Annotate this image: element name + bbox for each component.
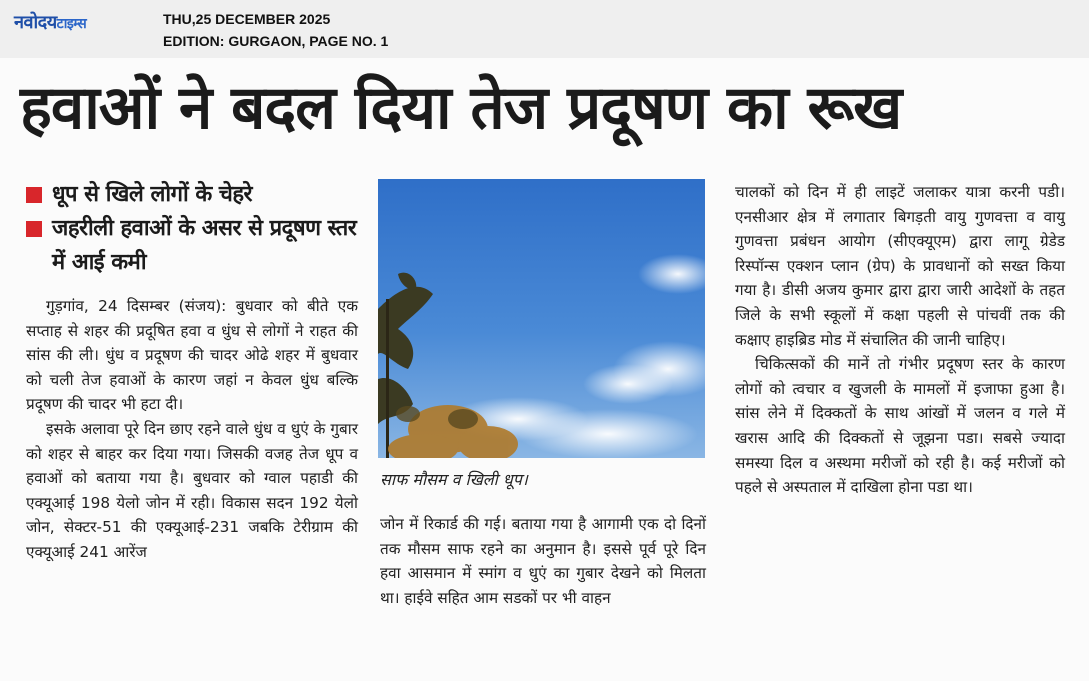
subheadings bbox=[26, 178, 366, 280]
red-square-icon bbox=[26, 187, 42, 203]
subheading-text: जहरीली हवाओं के असर से प्रदूषण स्तर में आई कमी bbox=[52, 216, 357, 275]
edition-meta bbox=[163, 8, 388, 52]
edition-date: THU,25 DECEMBER 2025 bbox=[163, 11, 331, 27]
photo-caption: साफ मौसम व खिली धूप। bbox=[380, 470, 528, 489]
article-column-2 bbox=[380, 512, 706, 610]
page-bottom-edge bbox=[0, 668, 1089, 681]
article-column-1 bbox=[26, 294, 358, 565]
paragraph: गुड़गांव, 24 दिसम्बर (संजय): बुधवार को बीते एक सप्ताह से शहर की प्रदूषित हवा व धुंध से लोगों ने राहत की सांस की ली। धुंध व प्रदूषण की चादर ओढे शहर में बुधवार को चली तेज हवाओं के कारण जहां न केवल धुंध बल्कि प्रदूषण की चादर भी हटा दी। bbox=[26, 297, 358, 414]
article-photo bbox=[378, 179, 705, 458]
logo-main: नवोदय bbox=[14, 12, 57, 33]
paragraph: चालकों को दिन में ही लाइटें जलाकर यात्रा करनी पडी।एनसीआर क्षेत्र में लगातार बिगड़ती वायु गुणवत्ता व वायु गुणवत्ता प्रबंधन आयोग (सीएक्यूएम) द्वारा लागू ग्रेडेड रिस्पॉन्स एक्शन प्लान (ग्रेप) के प्रावधानों को सख्त किया गया है। डीसी अजय कुमार द्वारा द्वारा जारी आदेशों के तहत जिले के सभी स्कूलों में कक्षा पहली से पांचवीं तक की कक्षाए हाइब्रिड मोड में संचालित की जानी चाहिए। bbox=[735, 183, 1065, 349]
paragraph: इसके अलावा पूरे दिन छाए रहने वाले धुंध व धुएं के गुबार को शहर से बाहर कर दिया गया। जिसकी वजह तेज धूप व हवाओं को बताया गया है। बुधवार को ग्वाल पहाडी की एक्यूआई 198 येलो जोन में रही। विकास सदन 192 येलो जोन, सेक्टर-51 की एक्यूआई-231 जबकि टेरीग्राम की एक्यूआई 241 आरेंज bbox=[26, 419, 358, 561]
red-square-icon bbox=[26, 221, 42, 237]
edition-info: EDITION: GURGAON, PAGE NO. 1 bbox=[163, 33, 389, 49]
newspaper-logo[interactable] bbox=[14, 10, 86, 34]
article-column-3 bbox=[735, 180, 1065, 500]
article-headline: हवाओं ने बदल दिया तेज प्रदूषण का रूख bbox=[20, 73, 902, 143]
epaper-header bbox=[0, 0, 1089, 58]
logo-suffix: टाइम्स bbox=[56, 16, 87, 32]
subheading-2 bbox=[26, 212, 366, 280]
sky-photo bbox=[378, 179, 705, 458]
paragraph: जोन में रिकार्ड की गई। बताया गया है आगामी एक दो दिनों तक मौसम साफ रहने का अनुमान है। इससे पूर्व पूरे दिन हवा आसमान में स्मांग व धुएं का गुबार देखने को मिलता था। हाईवे सहित आम सडकों पर भी वाहन bbox=[380, 515, 706, 607]
subheading-text: धूप से खिले लोगों के चेहरे bbox=[52, 182, 253, 207]
subheading-1 bbox=[26, 178, 366, 212]
paragraph: चिकित्सकों की मानें तो गंभीर प्रदूषण स्तर के कारण लोगों को त्वचार व खुजली के मामलों में इजाफा हुआ है। सांस लेने में दिक्कतों के साथ आंखों में जलन व गले में खरास आदि की दिक्कतों से जूझना पडा। सबसे ज्यादा समस्या दिल व अस्थमा मरीजों को रही है। कई मरीजों को पहले से अस्पताल में दाखिला होना पडा था। bbox=[735, 355, 1065, 497]
